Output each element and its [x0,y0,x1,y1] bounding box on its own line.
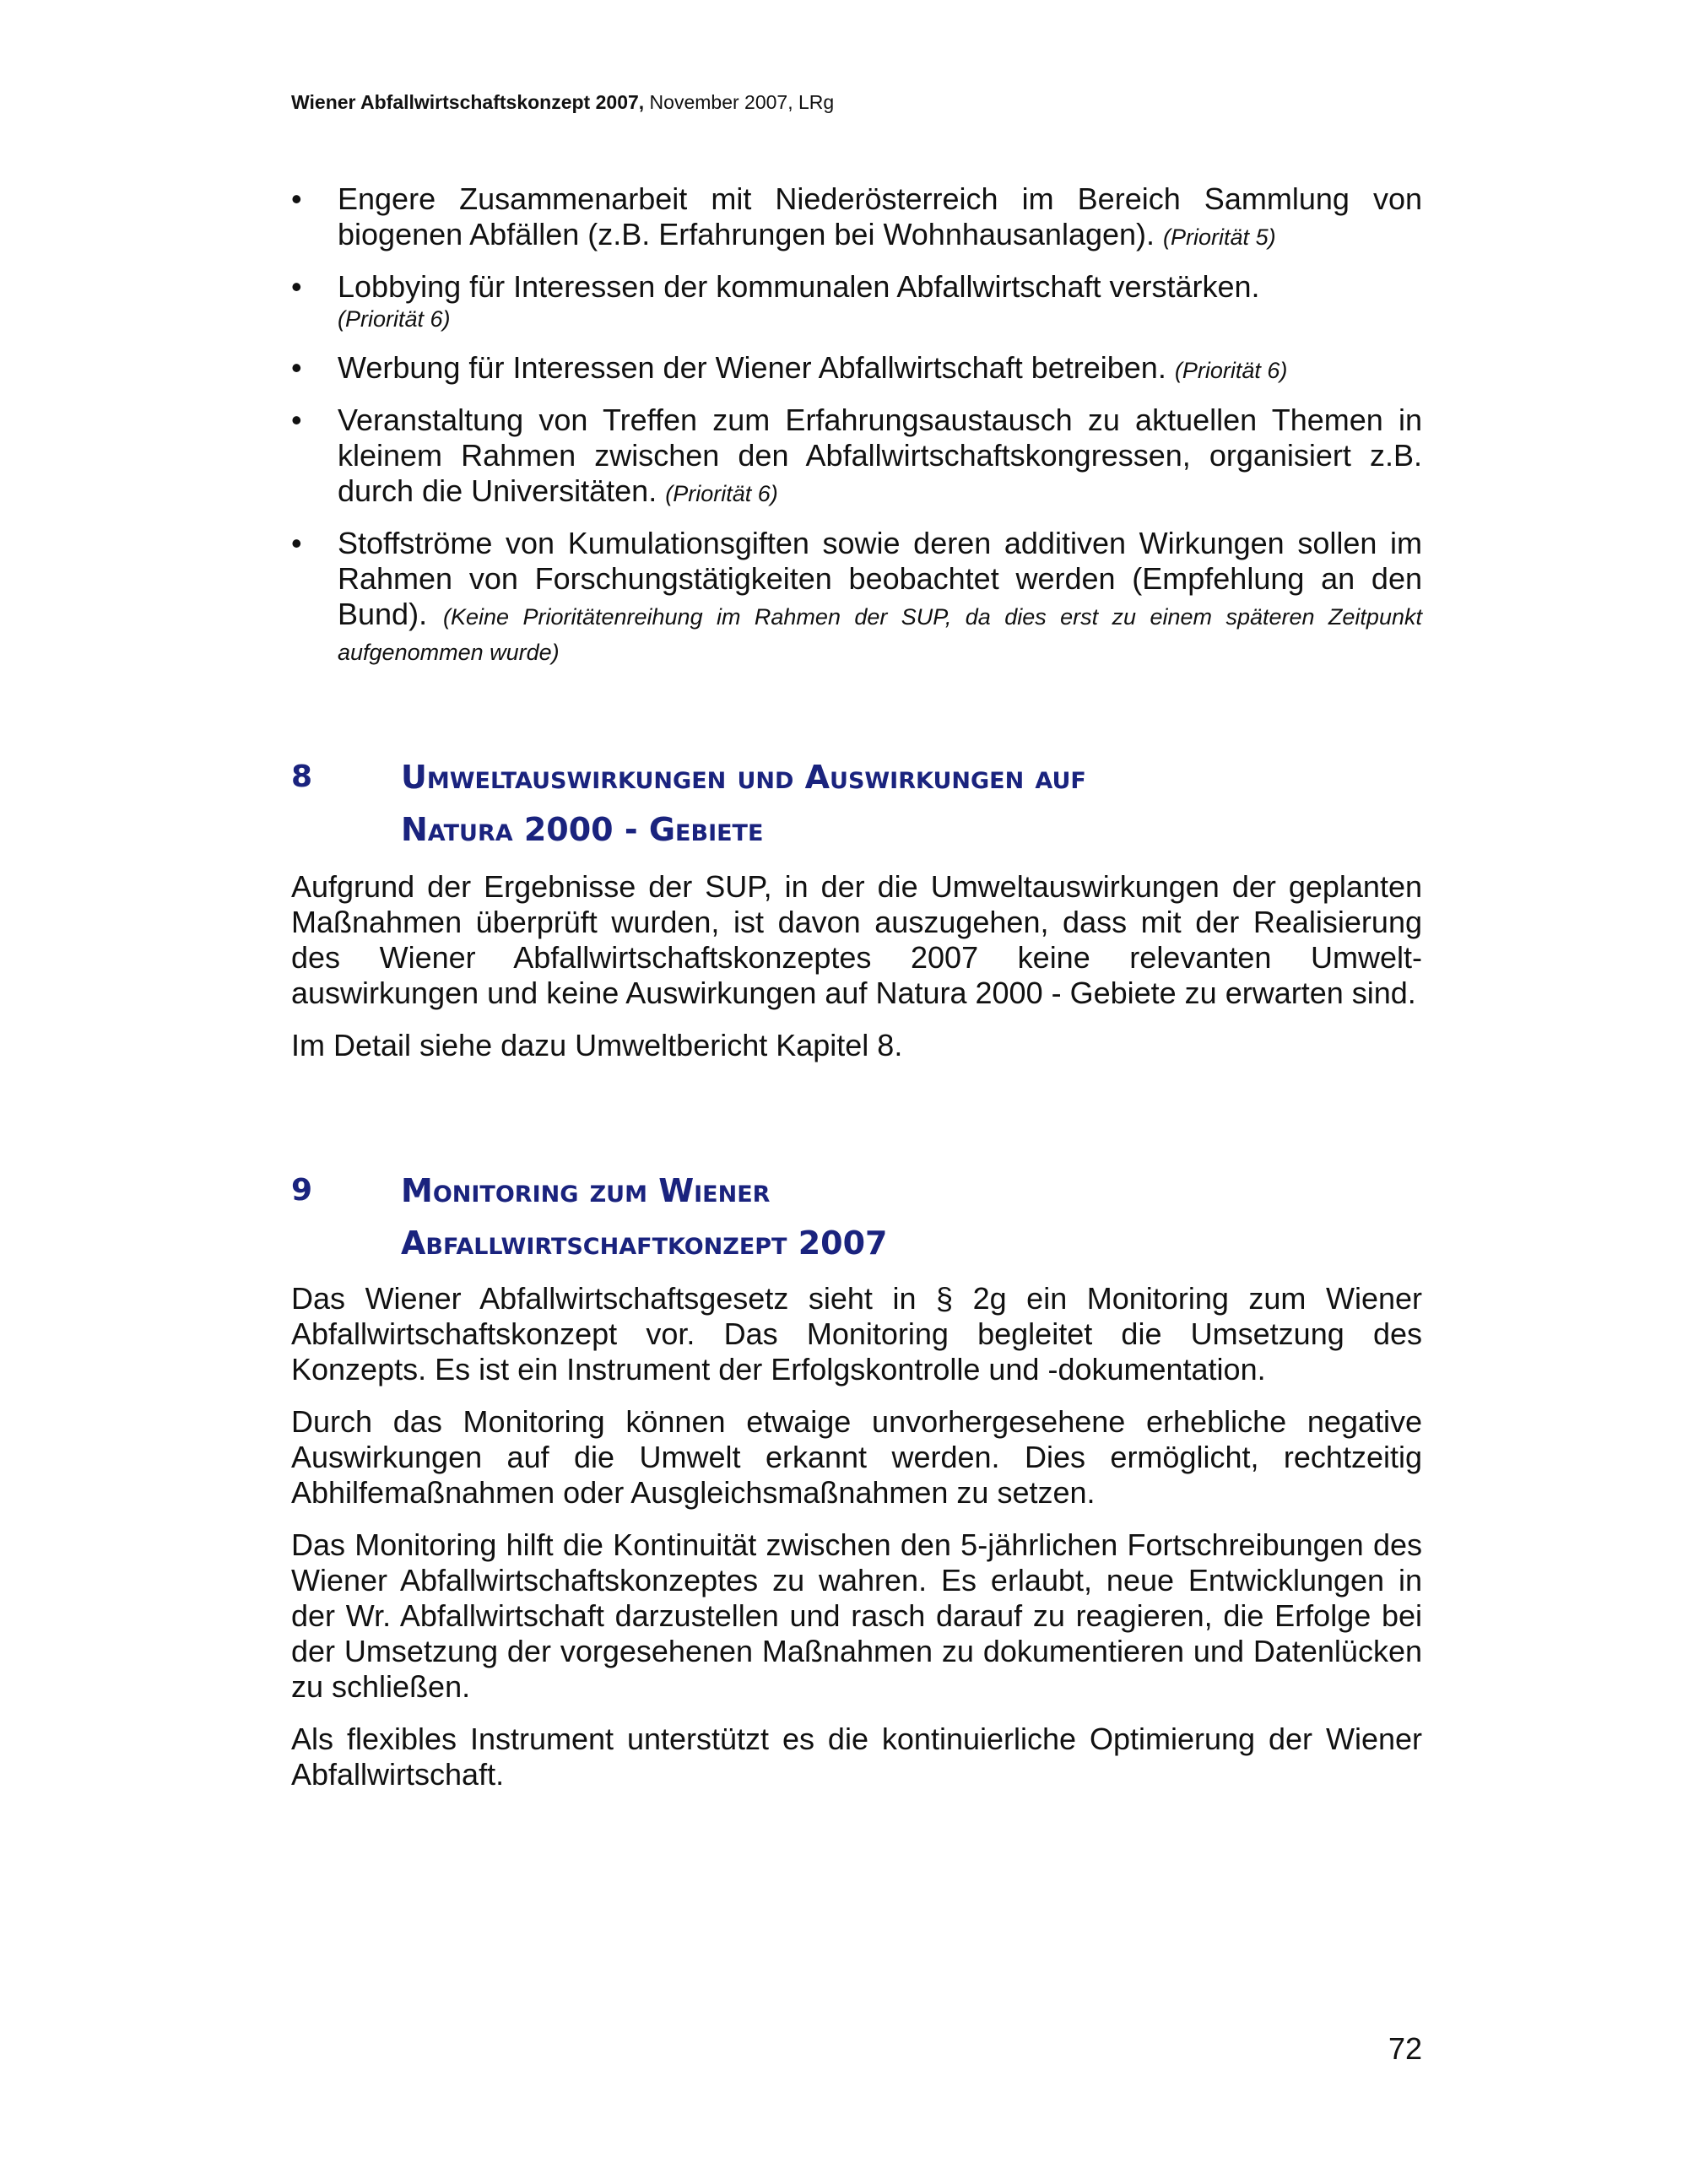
section-8-body [291,869,1422,1080]
list-item-text: Stoffströme von Kumulationsgiften sowie deren additiven Wirkungen sollen im Rahmen von Forschungstätigkeiten beobachtet werden (Empfehlung an den Bund). [338,526,1422,631]
bullet-icon: • [291,350,302,385]
priority-note: (Priorität 5) [1163,224,1276,250]
list-item [291,403,1422,509]
bullet-icon: • [291,269,302,304]
priority-note: (Priorität 6) [665,481,778,506]
document-page [291,0,1422,2184]
section-title: Monitoring zum Wiener Abfallwirtschaftkonzept 2007 [401,1172,888,1262]
priority-note: (Priorität 6) [1174,358,1288,383]
paragraph: Durch das Monitoring können etwaige unvorhergesehene erhebliche negative Auswirkungen auf die Umwelt erkannt werden. Dies ermöglicht, rechtzeitig Abhilfemaßnahmen oder Ausgleichsmaßnahmen zu setzen. [291,1404,1422,1510]
section-number: 9 [291,1173,313,1208]
priority-note: (Keine Prioritätenreihung im Rahmen der SUP, da dies erst zu einem späteren Zeitpunkt aufgenommen wurde) [338,604,1422,665]
section-title: Umweltauswirkungen und Auswirkungen auf Natura 2000 - Gebiete [401,759,1086,848]
paragraph: Das Monitoring hilft die Kontinuität zwischen den 5-jährlichen Fortschreibungen des Wiener Abfallwirtschaftskonzeptes zu wahren. Es erlaubt, neue Entwicklungen in der Wr. Abfallwirtschaft darzustellen und rasch darauf zu reagieren, die Erfolge bei der Umsetzung der vorgesehenen Maßnahmen zu dokumentieren und Datenlücken zu schließen. [291,1527,1422,1704]
list-item [291,269,1422,333]
page-number: 72 [1388,2031,1422,2066]
list-item [291,526,1422,668]
section-9-body [291,1281,1422,1809]
list-item-text: Engere Zusammenarbeit mit Niederösterreich im Bereich Sammlung von biogenen Abfällen (z.B. Erfahrungen bei Wohnhausanlagen). [338,181,1422,251]
section-number: 8 [291,760,313,794]
bullet-icon: • [291,181,302,216]
running-header [291,91,1422,114]
bullet-list [291,181,1422,684]
list-item-text: Lobbying für Interessen der kommunalen Abfallwirtschaft verstärken. [338,269,1260,304]
paragraph: Das Wiener Abfallwirtschaftsgesetz sieht in § 2g ein Monitoring zum Wiener Abfallwirtschaftskonzept vor. Das Monitoring begleitet die Umsetzung des Konzepts. Es ist ein Instrument der Erfolgskontrolle und -dokumentation. [291,1281,1422,1387]
paragraph: Als flexibles Instrument unterstützt es die kontinuierliche Optimierung der Wiener Abfallwirtschaft. [291,1722,1422,1792]
bullet-icon: • [291,526,302,560]
header-title: Wiener Abfallwirtschaftskonzept 2007, [291,91,645,113]
list-item-text: Werbung für Interessen der Wiener Abfallwirtschaft betreiben. [338,350,1166,385]
list-item [291,181,1422,252]
paragraph: Aufgrund der Ergebnisse der SUP, in der die Umweltauswirkungen der geplanten Maßnahmen überprüft wurden, ist davon auszugehen, dass mit der Realisierung des Wiener Abfallwirtschaftskonzeptes 2007 keine relevanten Umwelt-auswirkungen und keine Auswirkungen auf Natura 2000 - Gebiete zu erwarten sind. [291,869,1422,1010]
list-item-text: Veranstaltung von Treffen zum Erfahrungsaustausch zu aktuellen Themen in kleinem Rahmen zwischen den Abfallwirtschaftskongressen, organisiert z.B. durch die Universitäten. [338,403,1422,508]
bullet-icon: • [291,403,302,437]
priority-note: (Priorität 6) [338,306,451,332]
list-item [291,350,1422,386]
header-date-author: November 2007, LRg [644,91,835,113]
paragraph: Im Detail siehe dazu Umweltbericht Kapitel 8. [291,1028,903,1062]
